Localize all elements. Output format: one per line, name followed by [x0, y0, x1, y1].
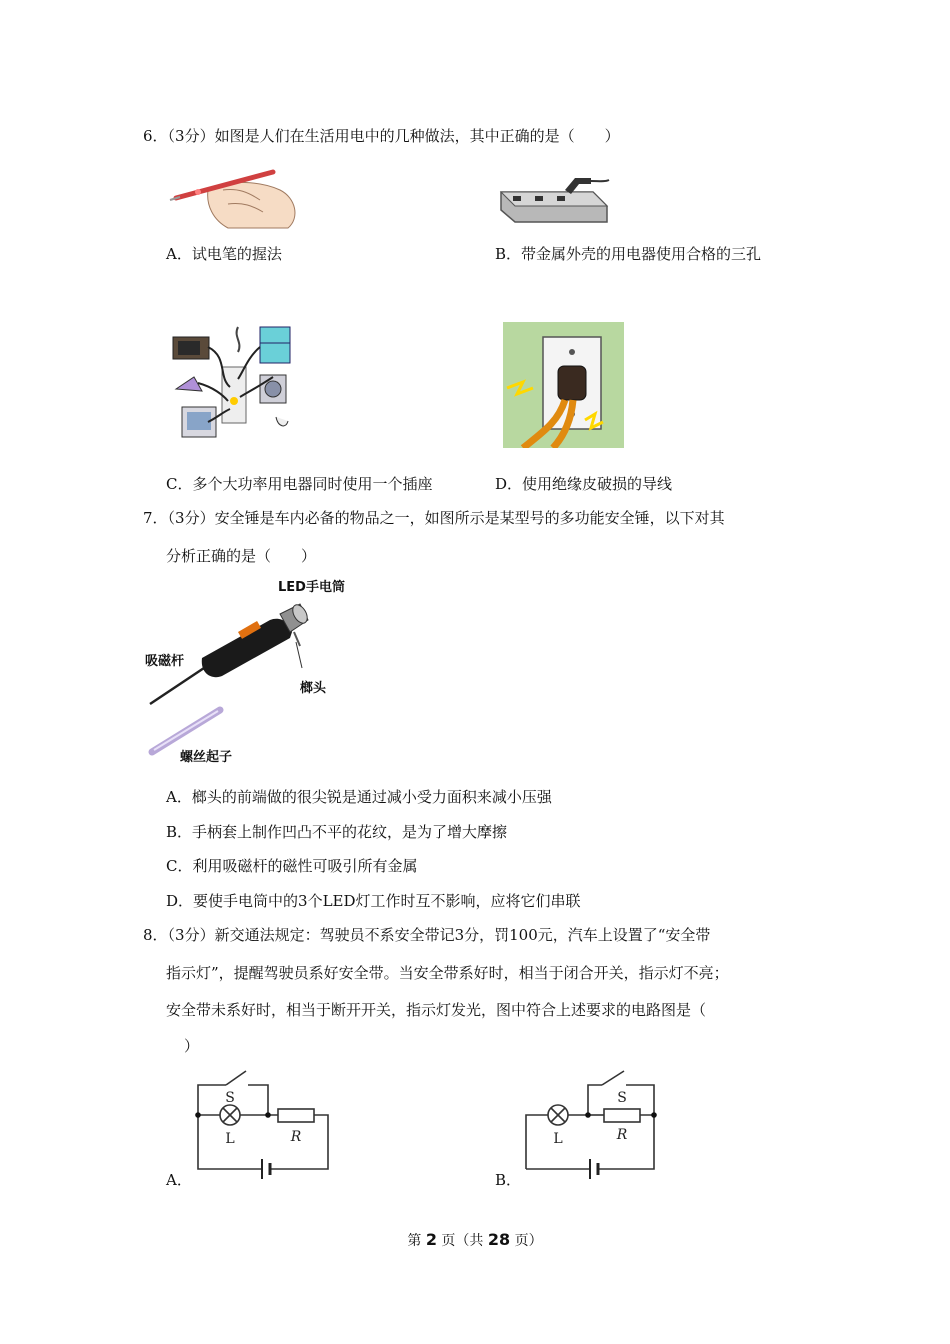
q8-stem-line-1: 8．（3分）新交通法规定：驾驶员不系安全带记3分，罚100元，汽车上设置了“安全带: [143, 926, 711, 944]
circuit-a-resistor-label: R: [290, 1129, 302, 1145]
total-pages: 28: [487, 1230, 511, 1249]
damaged-cord-image: [503, 322, 624, 448]
q7-stem-line-2: 分析正确的是（ ）: [166, 547, 317, 565]
circuit-b-switch-label: S: [617, 1090, 627, 1106]
footer-prefix: 第: [407, 1233, 426, 1249]
screwdriver-label: 螺丝起子: [180, 750, 233, 765]
q8-stem-line-2: 指示灯”，提醒驾驶员系好安全带。当安全带系好时，相当于闭合开关，指示灯不亮；: [166, 964, 729, 982]
q7-option-b: B．手柄套上制作凹凸不平的花纹，是为了增大摩擦: [166, 823, 508, 841]
q7-option-c: C．利用吸磁杆的磁性可吸引所有金属: [166, 857, 418, 875]
safety-hammer-image: [140, 598, 320, 768]
q7-option-a: A．榔头的前端做的很尖锐是通过减小受力面积来减小压强: [166, 788, 552, 806]
circuit-b-lamp-label: L: [553, 1131, 563, 1147]
hammer-head-label: 榔头: [300, 681, 327, 696]
led-flashlight-label: LED手电筒: [278, 580, 345, 595]
q6-option-a: A．试电笔的握法: [166, 245, 282, 263]
q8-stem-line-4: ）: [184, 1037, 200, 1055]
footer-mid: 页（共: [436, 1233, 488, 1249]
circuit-a-diagram: [190, 1065, 335, 1183]
q6-option-d: D．使用绝缘皮破损的导线: [495, 475, 673, 493]
q6-option-b: B．带金属外壳的用电器使用合格的三孔: [495, 245, 762, 263]
footer-suffix: 页）: [510, 1233, 543, 1249]
q7-option-d: D．要使手电筒中的3个LED灯工作时互不影响，应将它们串联: [166, 892, 581, 910]
q6-option-c: C．多个大功率用电器同时使用一个插座: [166, 475, 433, 493]
circuit-a-switch-label: S: [225, 1090, 235, 1106]
q8-option-a: A．: [166, 1171, 192, 1189]
q6-stem: 6．（3分）如图是人们在生活用电中的几种做法，其中正确的是（ ）: [143, 127, 620, 145]
magnet-rod-label: 吸磁杆: [145, 654, 185, 669]
circuit-b-resistor-label: R: [616, 1127, 628, 1143]
circuit-a-lamp-label: L: [225, 1131, 235, 1147]
power-strip-image: [495, 170, 610, 232]
q8-stem-line-3: 安全带未系好时，相当于断开开关，指示灯发光，图中符合上述要求的电路图是（: [166, 1001, 707, 1019]
circuit-b-diagram: [518, 1065, 663, 1183]
page-number: 2: [425, 1230, 437, 1249]
q8-option-b: B．: [495, 1171, 522, 1189]
q7-stem-line-1: 7．（3分）安全锤是车内必备的物品之一，如图所示是某型号的多功能安全锤，以下对其: [143, 509, 725, 527]
overloaded-socket-image: [168, 317, 303, 445]
page-footer: [0, 1230, 950, 1250]
test-pen-image: [168, 160, 303, 232]
